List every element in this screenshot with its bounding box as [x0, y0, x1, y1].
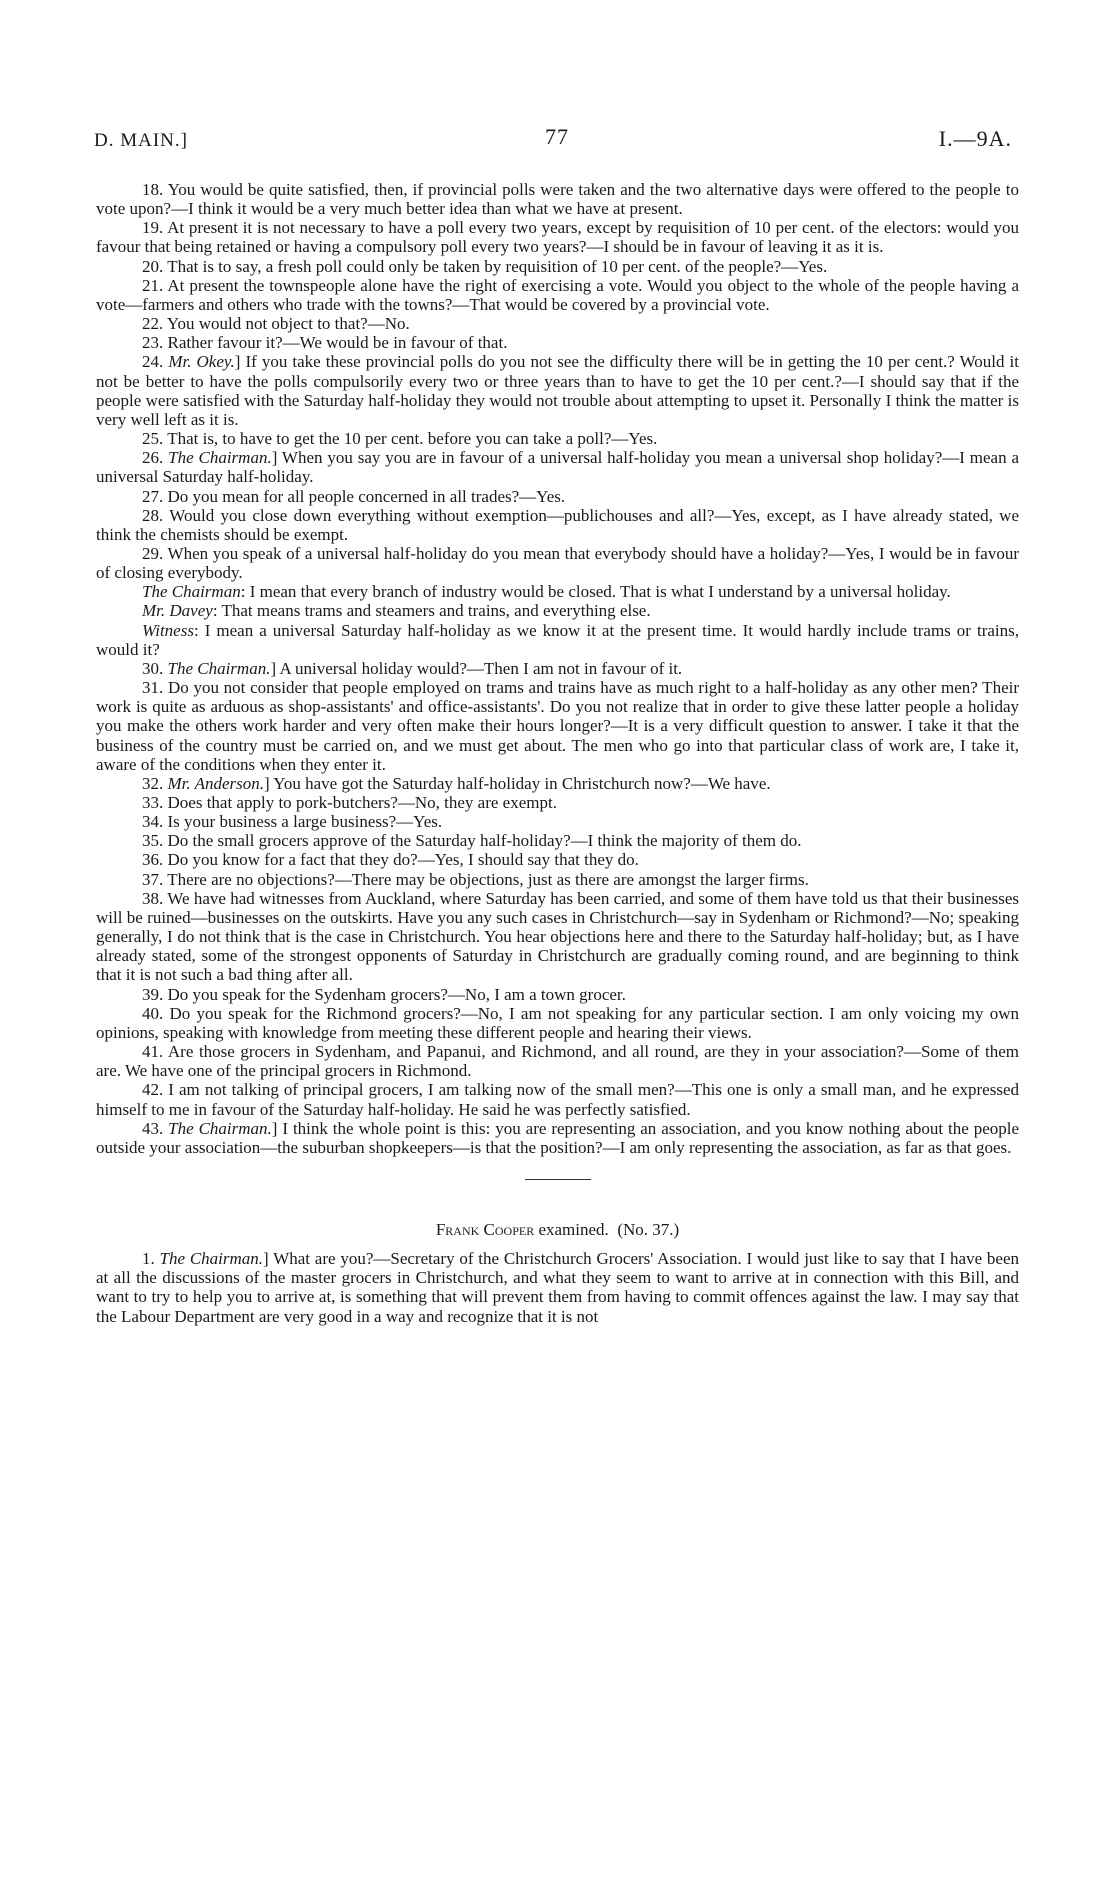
paragraph-text: What are you?—Secretary of the Christchurch Grocers' Association. I would just like to say that I have been at all the discussions of the master grocers in Christchurch, and what they seem to want to arrive at in connection with this Bill, and want to try to help you to arrive at, is something that will prevent them from having to commit offences against the law. I may say that the Labour Department are very good in a way and recognize that it is not: [96, 1249, 1019, 1326]
header-witness-name: D. MAIN.]: [94, 130, 188, 151]
page-number: 77: [545, 124, 569, 149]
paragraph-text: 22. You would not object to that?—No.: [142, 314, 410, 334]
question-paragraph: [96, 1080, 1019, 1118]
paragraph-text: 33. Does that apply to pork-butchers?—No, they are exempt.: [142, 793, 557, 812]
witness-number: (No. 37.): [617, 1219, 680, 1239]
paragraph-text: 23. Rather favour it?—We would be in favour of that.: [142, 333, 508, 353]
question-paragraph: [96, 429, 1019, 448]
speaker-label: 26. The Chairman.]: [142, 448, 278, 468]
question-paragraph: [96, 1042, 1019, 1080]
question-paragraph: [96, 870, 1019, 889]
paragraph-text: 41. Are those grocers in Sydenham, and Papanui, and Richmond, and all round, are they in your association?—Some of them are. We have one of the principal grocers in Richmond.: [96, 1042, 1019, 1081]
question-paragraph: [96, 601, 1019, 620]
document-reference: I.—9A.: [938, 126, 1012, 151]
section-divider: [525, 1179, 591, 1180]
question-paragraph: [96, 812, 1019, 831]
paragraph-text: You have got the Saturday half-holiday in Christchurch now?—We have.: [269, 773, 771, 793]
witness-name: Frank Cooper: [435, 1219, 535, 1239]
paragraph-text: 37. There are no objections?—There may be objections, just as there are amongst the larger firms.: [142, 869, 809, 889]
paragraph-text: 31. Do you not consider that people employed on trams and trains have as much right to a half-holiday as any other men? Their work is quite as arduous as shop-assistants' and office-assistants'. Do you not realize that in order to give these latter people a holiday you make the others work harder and very often make their hours longer?—It is a very difficult question to answer. I take it that the business of the country must be carried on, and we must get about. The men who go into that particular class of work are, I take it, aware of the conditions when they enter it.: [96, 678, 1019, 774]
question-paragraph: [96, 544, 1019, 582]
speaker-label: 24. Mr. Okey.]: [142, 352, 241, 372]
paragraph-text: I mean a universal Saturday half-holiday as we know it at the present time. It would hardly include trams or trains, would it?: [96, 620, 1019, 659]
paragraph-text: I think the whole point is this: you are representing an association, and you know nothing about the people outside your association—the suburban shopkeepers—is that the position?—I am only representing the association, as far as that goes.: [96, 1118, 1020, 1157]
question-paragraph: [96, 218, 1019, 256]
question-paragraph: [96, 180, 1019, 218]
page-header: [92, 122, 1022, 154]
question-paragraph: [96, 1004, 1019, 1042]
question-paragraph: [96, 352, 1019, 429]
speaker-label: 30. The Chairman.]: [142, 658, 277, 678]
question-paragraph: [96, 889, 1019, 985]
paragraph-text: 25. That is, to have to get the 10 per cent. before you can take a poll?—Yes.: [142, 429, 658, 449]
speaker-label: Witness:: [142, 620, 199, 640]
question-paragraph: [96, 621, 1019, 659]
question-paragraph: [96, 793, 1019, 812]
paragraph-text: I mean that every branch of industry would be closed. That is what I understand by a universal holiday.: [245, 582, 951, 602]
paragraph-text: If you take these provincial polls do you not see the difficulty there will be in getting the 10 per cent.? Would it not be better to have the polls compulsorily every two or three years than to have to get the 10 per cent.?—I should say that if the people were satisfied with the Saturday half-holiday they would not trouble about attempting to upset it. Personally I think the matter is very well left as it is.: [96, 352, 1019, 429]
examination-block-cooper: [96, 1249, 1019, 1326]
paragraph-text: 21. At present the townspeople alone have the right of exercising a vote. Would you object to the whole of the people having a vote—farmers and others who trade with the towns?—That would be covered by a provincial vote.: [96, 275, 1019, 314]
question-paragraph: [96, 448, 1019, 486]
question-paragraph: [96, 1249, 1019, 1326]
question-paragraph: [96, 257, 1019, 276]
examination-block-main: [96, 180, 1019, 1157]
question-paragraph: [96, 678, 1019, 774]
question-paragraph: [96, 582, 1019, 601]
speaker-label: 32. Mr. Anderson.]: [142, 773, 270, 793]
paragraph-text: 35. Do the small grocers approve of the Saturday half-holiday?—I think the majority of them do.: [142, 831, 802, 851]
paragraph-text: 36. Do you know for a fact that they do?—Yes, I should say that they do.: [142, 850, 639, 870]
question-paragraph: [96, 850, 1019, 869]
paragraph-text: 28. Would you close down everything without exemption—publichouses and all?—Yes, except, as I have already stated, we think the chemists should be exempt.: [96, 505, 1019, 544]
question-paragraph: [96, 1119, 1019, 1157]
question-paragraph: [96, 333, 1019, 352]
question-paragraph: [96, 506, 1019, 544]
paragraph-text: 40. Do you speak for the Richmond grocers?—No, I am not speaking for any particular section. I am only voicing my own opinions, speaking with knowledge from meeting these different people and hearing their views.: [96, 1003, 1019, 1042]
question-paragraph: [96, 831, 1019, 850]
paragraph-text: 27. Do you mean for all people concerned in all trades?—Yes.: [142, 486, 566, 506]
question-paragraph: [96, 276, 1019, 314]
witness-heading: [96, 1220, 1019, 1239]
paragraph-text: 38. We have had witnesses from Auckland, where Saturday has been carried, and some of them have told us that their businesses will be ruined—businesses on the outskirts. Have you any such cases in Christchurch—say in Sydenham or Richmond?—No; speaking generally, I do not think that is the case in Christchurch. You hear objections here and there to the Saturday half-holiday; but, as I have already stated, some of the strongest opponents of Saturday in Christchurch are gradually coming round, and are beginning to think that it is not such a bad thing after all.: [96, 888, 1019, 985]
question-paragraph: [96, 985, 1019, 1004]
paragraph-text: 20. That is to say, a fresh poll could only be taken by requisition of 10 per cent. of the people?—Yes.: [142, 256, 828, 276]
body-text: [96, 180, 1019, 1326]
paragraph-text: 39. Do you speak for the Sydenham grocers?—No, I am a town grocer.: [142, 984, 626, 1004]
speaker-label: The Chairman:: [142, 582, 246, 602]
paragraph-text: 34. Is your business a large business?—Yes.: [142, 812, 443, 832]
speaker-label: 43. The Chairman.]: [142, 1118, 278, 1138]
paragraph-text: A universal holiday would?—Then I am not in favour of it.: [276, 658, 683, 678]
witness-status: examined.: [538, 1219, 609, 1239]
speaker-label: Mr. Davey:: [142, 601, 218, 621]
question-paragraph: [96, 774, 1019, 793]
paragraph-text: 19. At present it is not necessary to have a poll every two years, except by requisition of 10 per cent. of the electors: would you favour that being retained or having a compulsory poll every two years?—I should be in favour of leaving it as it is.: [96, 218, 1019, 257]
speaker-label: 1. The Chairman.]: [142, 1249, 269, 1269]
paragraph-text: 42. I am not talking of principal grocers, I am talking now of the small men?—This one is only a small man, and he expressed himself to me in favour of the Saturday half-holiday. He said he was perfectly satisfied.: [96, 1080, 1019, 1119]
question-paragraph: [96, 314, 1019, 333]
question-paragraph: [96, 487, 1019, 506]
paragraph-text: 29. When you speak of a universal half-holiday do you mean that everybody should have a holiday?—Yes, I would be in favour of closing everybody.: [96, 543, 1019, 583]
paragraph-text: 18. You would be quite satisfied, then, if provincial polls were taken and the two alternative days were offered to the people to vote upon?—I think it would be a very much better idea than what we have at present.: [96, 180, 1019, 219]
paragraph-text: That means trams and steamers and trains, and everything else.: [217, 601, 651, 621]
question-paragraph: [96, 659, 1019, 678]
paragraph-text: When you say you are in favour of a universal half-holiday you mean a universal shop holiday?—I mean a universal Saturday half-holiday.: [96, 448, 1019, 487]
